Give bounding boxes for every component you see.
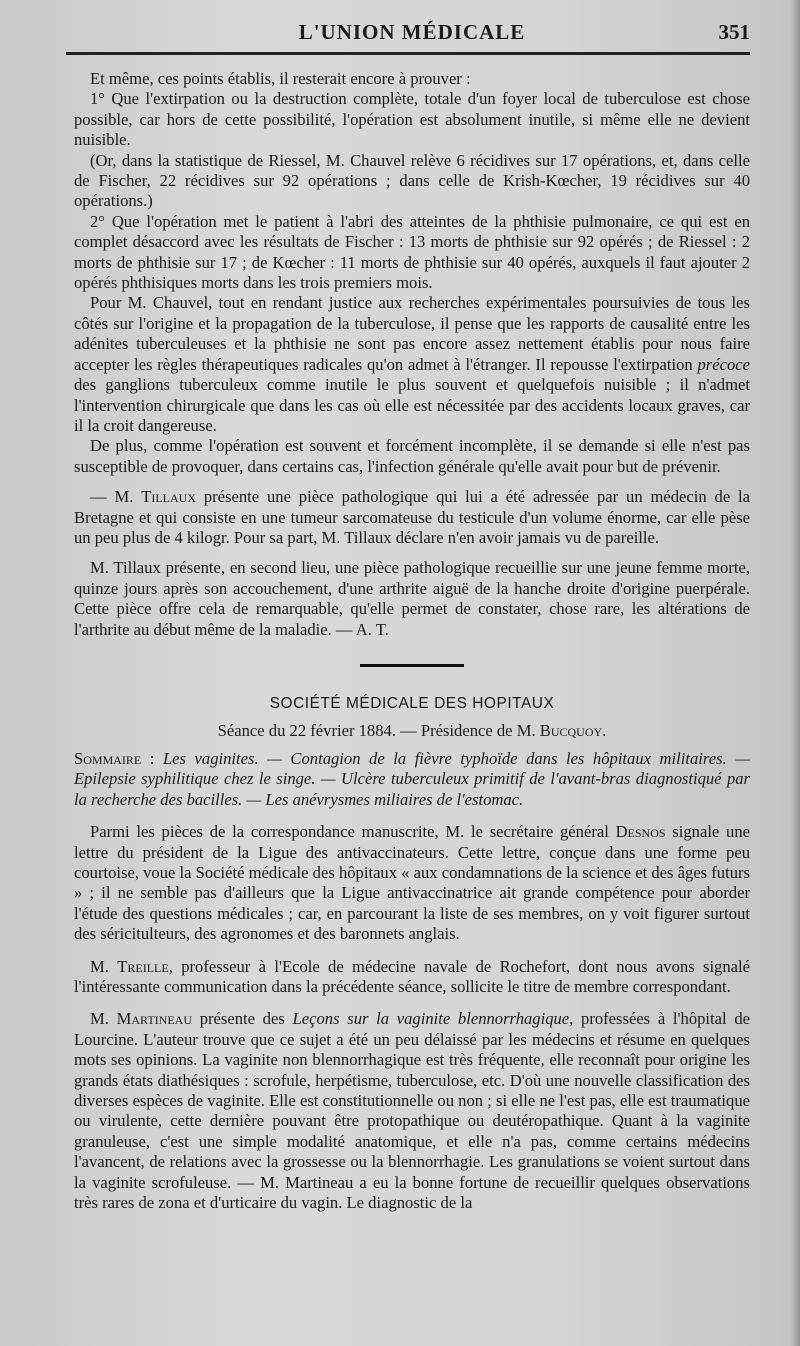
text-run: présente une pièce pathologique qui lui a été adressée par un médecin de la Bretagne et qui consiste en une tumeur sarcomateuse du testicule d'un volume énorme, car elle pèse un peu plus de 4 kilogr. Pour sa part, M. Tillaux déclare n'en avoir jamais vu de pareille.	[74, 487, 751, 547]
paragraph: 1° Que l'extirpation ou la destruction complète, totale d'un foyer local de tuberculose est chose possible, car hors de cette possibilité, l'opération est absolument inutile, si même elle ne devient nuisible.	[74, 89, 750, 150]
text-run: M.	[90, 1009, 117, 1029]
paragraph	[74, 1009, 750, 1213]
section-title: SOCIÉTÉ MÉDICALE DES HOPITAUX	[269, 694, 555, 712]
president-name: Bucquoy	[539, 720, 603, 740]
summary-label: Sommaire	[74, 748, 142, 768]
author-name: Treille	[117, 956, 169, 976]
paragraph	[74, 487, 750, 548]
author-name: Tillaux	[141, 487, 196, 507]
summary	[74, 749, 750, 810]
paragraph	[74, 822, 750, 944]
text-run: présente des	[191, 1009, 293, 1029]
text-run: — M.	[90, 487, 142, 507]
paragraph: De plus, comme l'opération est souvent et forcément incomplète, il se demande si elle n'est pas susceptible de provoquer, dans certains cas, l'infection générale qu'elle avait pour but de prévenir.	[74, 436, 750, 476]
book-title: Leçons sur la vaginite blennorrhagique	[292, 1009, 570, 1029]
text-run: .	[602, 720, 607, 740]
paragraph	[74, 957, 750, 998]
paragraph: Et même, ces points établis, il resterait encore à prouver :	[90, 69, 471, 88]
paragraph: M. Tillaux présente, en second lieu, une pièce pathologique recueillie sur une jeune femme morte, quinze jours après son accouchement, d'une arthrite aiguë de la hanche droite d'origine puerpérale. Cette pièce offre cela de remarquable, qu'elle permet de constater, chose rare, les altérations de l'arthrite au début même de la maladie. — A. T.	[74, 558, 750, 639]
text-run: Parmi les pièces de la correspondance manuscrite, M. le secrétaire général	[90, 822, 616, 842]
text-run: M.	[90, 956, 118, 976]
society-report	[74, 822, 750, 1213]
running-head	[74, 16, 750, 50]
text-run: Séance du 22 février 1884. — Présidence de M.	[217, 720, 540, 740]
text-run: des ganglions tuberculeux comme inutile le plus souvent et quelquefois nuisible ; il n'admet l'intervention chirurgicale que dans les cas où elle est nécessitée par des accidents locaux graves, car il la croit dangereuse.	[74, 375, 750, 435]
paragraph: (Or, dans la statistique de Riessel, M. Chauvel relève 6 récidives sur 17 opérations, et, dans celle de Fischer, 22 récidives sur 92 opérations ; dans celle de Krish-Kœcher, 19 récidives sur 40 opérations.)	[74, 150, 750, 211]
text-run: signale une lettre du président de la Ligue des antivaccinateurs. Cette lettre, conçue dans une forme peu courtoise, voue la Société médicale des hôpitaux « aux condamnations de la science et des âges futurs » ; il ne semble pas d'ailleurs que la Ligue antivaccinatrice ait grande compétence pour aborder l'étude des questions médicales ; car, en parcourant la liste de ses membres, on y voit figurer surtout des séricitulteurs, des agronomes et des baronnets anglais.	[74, 822, 750, 944]
session-line	[74, 721, 750, 741]
journal-title: L'UNION MÉDICALE	[298, 20, 526, 44]
article-continuation	[74, 69, 750, 640]
author-name: Martineau	[116, 1009, 192, 1029]
text-run: , professées à l'hôpital de Lourcine. L'auteur trouve que ce sujet a été un peu délaissé par les médecins et résume en quelques mots ses opinions. La vaginite non blennorrhagique est très fréquente, elle reconnaît pour origine les grands états diathésiques : scrofule, herpétisme, tuberculose, etc. D'où une nouvelle classification des diverses espèces de vaginite. Elle est constitutionnelle ou non ; si elle ne l'est pas, elle est traumatique ou virulente, cette dernière pouvant être protopathique ou deutéropathique. Quant à la vaginite granuleuse, c'est une simple modalité anatomique, et elle n'a pas, comme certains médecins l'avancent, de relations avec la grossesse ou la blennorrhagie. Les granulations se voient surtout dans la vaginite scrofuleuse. — M. Martineau a eu la bonne fortune de recueillir quelques observations très rares de zona et d'urticaire du vagin. Le diagnostic de la	[74, 1009, 750, 1213]
summary-items: Les vaginites. — Contagion de la fièvre typhoïde dans les hôpitaux militaires. — Epilepsie syphilitique chez le singe. — Ulcère tuberculeux primitif de l'avant-bras diagnostiqué par la recherche des bacilles. — Les anévrysmes miliaires de l'estomac.	[74, 748, 750, 809]
section-divider	[360, 664, 464, 667]
emphasis: précoce	[697, 354, 750, 374]
text-run: Pour M. Chauvel, tout en rendant justice aux recherches expérimentales poursuivies de tous les côtés sur l'origine et la propagation de la tuberculose, il pense que les rapports de causalité entre les adénites tuberculeuses et la phthisie ne sont pas encore assez nettement établis pour nous faire accepter les règles thérapeutiques radicales qu'on admet à l'étranger. Il repousse l'extirpation	[74, 293, 750, 374]
paragraph	[74, 293, 750, 436]
author-name: Desnos	[615, 822, 666, 842]
header-rule	[66, 52, 750, 55]
text-run: , professeur à l'Ecole de médecine navale de Rochefort, dont nous avons signalé l'intéressante communication dans la précédente séance, sollicite le titre de membre correspondant.	[74, 956, 750, 997]
paragraph: 2° Que l'opération met le patient à l'abri des atteintes de la phthisie pulmonaire, ce qui est en complet désaccord avec les résultats de Fischer : 13 morts de phthisie sur 92 opérés ; de Riessel : 2 morts de phthisie sur 17 ; de Kœcher : 11 morts de phthisie sur 40 opérés, auxquels il faut ajouter 2 opérés phthisiques morts dans les trois premiers mois.	[74, 211, 750, 293]
text-run: :	[141, 748, 163, 768]
page-number: 351	[718, 20, 750, 44]
